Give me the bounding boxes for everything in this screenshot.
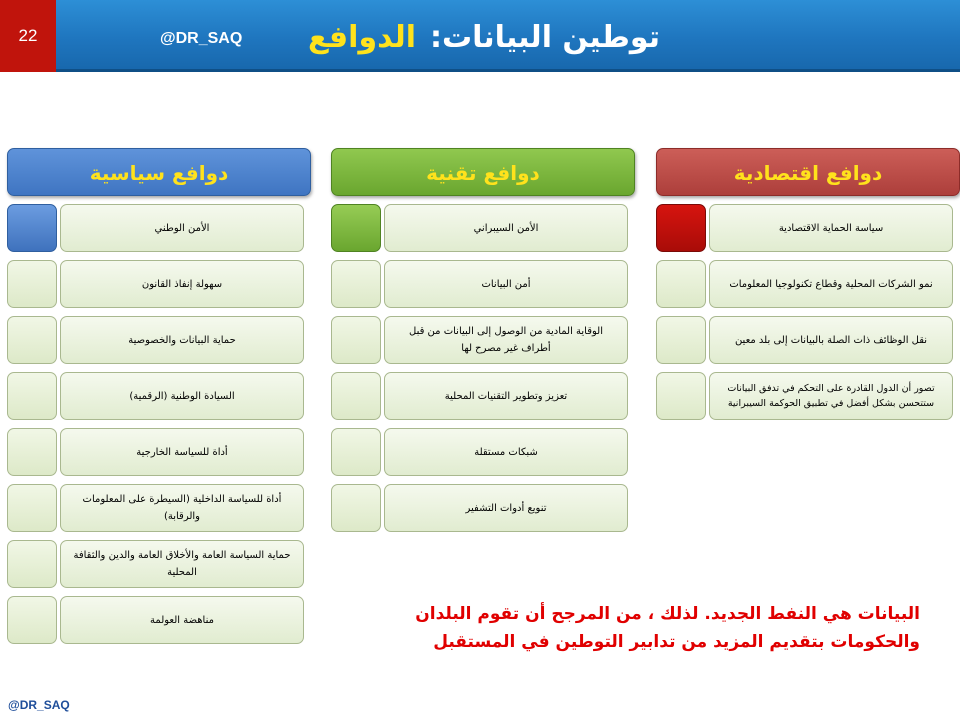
item-marker [7, 484, 57, 532]
list-item [7, 316, 311, 364]
item-marker [7, 596, 57, 644]
item-text: سياسة الحماية الاقتصادية [709, 204, 953, 252]
item-marker [7, 372, 57, 420]
technical-column [331, 148, 635, 532]
note-line-1: البيانات هي النفط الجديد. لذلك ، من المرجح أن تقوم البلدان [415, 604, 920, 624]
item-marker [656, 204, 706, 252]
item-marker [331, 372, 381, 420]
technical-header: دوافع تقنية [331, 148, 635, 196]
item-marker [331, 260, 381, 308]
political-column [7, 148, 311, 644]
item-text: تعزيز وتطوير التقنيات المحلية [384, 372, 628, 420]
economic-column [656, 148, 960, 420]
title-main: توطين البيانات: [430, 20, 660, 55]
item-marker [656, 372, 706, 420]
item-text: أداة للسياسة الخارجية [60, 428, 304, 476]
list-item [331, 316, 635, 364]
list-item [656, 204, 960, 252]
title-accent: الدوافع [308, 20, 416, 55]
item-text: سهولة إنفاذ القانون [60, 260, 304, 308]
author-handle: @DR_SAQ [160, 30, 243, 47]
item-marker [7, 260, 57, 308]
item-text: السيادة الوطنية (الرقمية) [60, 372, 304, 420]
list-item [7, 260, 311, 308]
political-header: دوافع سياسية [7, 148, 311, 196]
item-text: نقل الوظائف ذات الصلة بالبيانات إلى بلد معين [709, 316, 953, 364]
item-marker [656, 316, 706, 364]
item-text: حماية السياسة العامة والأخلاق العامة والدين والثقافة المحلية [60, 540, 304, 588]
item-text: تصور أن الدول القادرة على التحكم في تدفق البيانات ستتحسن بشكل أفضل في تطبيق الحوكمة السيبرانية [709, 372, 953, 420]
item-marker [331, 316, 381, 364]
list-item [7, 596, 311, 644]
item-marker [331, 428, 381, 476]
list-item [7, 428, 311, 476]
item-text: نمو الشركات المحلية وقطاع تكنولوجيا المعلومات [709, 260, 953, 308]
item-text: الوقاية المادية من الوصول إلى البيانات من قبل أطراف غير مصرح لها [384, 316, 628, 364]
list-item [7, 484, 311, 532]
economic-header: دوافع اقتصادية [656, 148, 960, 196]
item-text: شبكات مستقلة [384, 428, 628, 476]
list-item [331, 428, 635, 476]
item-text: الأمن الوطني [60, 204, 304, 252]
slide-header [0, 0, 960, 72]
list-item [331, 260, 635, 308]
item-text: أداة للسياسة الداخلية (السيطرة على المعلومات والرقابة) [60, 484, 304, 532]
list-item [7, 372, 311, 420]
item-marker [331, 484, 381, 532]
item-text: تنويع أدوات التشفير [384, 484, 628, 532]
list-item [7, 540, 311, 588]
list-item [7, 204, 311, 252]
item-marker [7, 316, 57, 364]
item-text: أمن البيانات [384, 260, 628, 308]
item-text: مناهضة العولمة [60, 596, 304, 644]
item-marker [656, 260, 706, 308]
list-item [331, 372, 635, 420]
page-number: 22 [0, 0, 56, 72]
slide-title [308, 16, 660, 60]
footer-handle: @DR_SAQ [8, 698, 70, 712]
list-item [656, 372, 960, 420]
item-marker [7, 540, 57, 588]
list-item [656, 260, 960, 308]
item-text: حماية البيانات والخصوصية [60, 316, 304, 364]
list-item [331, 484, 635, 532]
item-marker [7, 204, 57, 252]
list-item [656, 316, 960, 364]
item-marker [7, 428, 57, 476]
item-text: الأمن السيبراني [384, 204, 628, 252]
conclusion-note [400, 600, 920, 656]
list-item [331, 204, 635, 252]
item-marker [331, 204, 381, 252]
note-line-2: والحكومات بتقديم المزيد من تدابير التوطين في المستقبل [433, 632, 920, 652]
